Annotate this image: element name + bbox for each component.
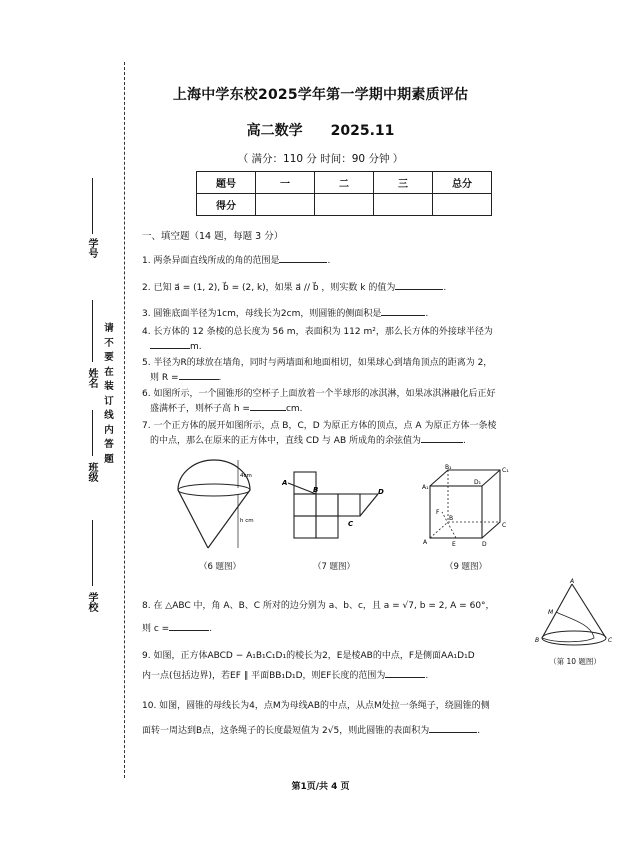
dim-label-height: h cm	[240, 518, 254, 524]
question-9: 9. 如图，正方体ABCD − A₁B₁C₁D₁的棱长为2，E是棱AB的中点，F是侧面AA₁D₁D 内一点(包括边界)，若EF ∥ 平面BB₁D₁D，则EF长度的范围为 .	[142, 651, 475, 681]
score-cell: 三	[374, 172, 433, 194]
vertex-label: A	[570, 578, 575, 585]
question-1: 1. 两条异面直线所成的角的范围是 .	[142, 253, 552, 268]
binding-notice: 请 不 要 在 装 订 线 内 答 题	[104, 323, 114, 465]
score-cell: 得分	[197, 194, 256, 216]
vertex-label: E	[452, 541, 456, 548]
vertex-label: B	[535, 637, 540, 644]
vertex-label: A₁	[422, 484, 429, 491]
score-input-cell[interactable]	[256, 194, 315, 216]
answer-blank[interactable]	[421, 433, 463, 443]
score-cell: 二	[315, 172, 374, 194]
score-cell: 一	[256, 172, 315, 194]
school-blank[interactable]	[92, 520, 93, 586]
net-square	[338, 494, 360, 516]
dim-label-radius: 4cm	[240, 473, 252, 479]
vertex-label: A	[423, 539, 428, 546]
figure-6-cone-icecream	[170, 458, 260, 556]
segment-AB	[288, 483, 319, 494]
question-7: 7. 一个正方体的展开如图所示，点 B，C，D 为原正方体的顶点，点 A 为原正方体一条棱 的中点，那么在原来的正方体中，直线 CD 与 AB 所成角的余弦值为 .	[142, 421, 497, 446]
answer-blank[interactable]	[429, 723, 477, 733]
exam-date: 2025.11	[330, 123, 395, 139]
score-table	[196, 171, 492, 216]
score-input-cell[interactable]	[315, 194, 374, 216]
vertex-label: B₁	[445, 464, 452, 471]
answer-blank[interactable]	[385, 668, 425, 678]
cone-generatrix-AC	[572, 584, 606, 638]
score-input-cell[interactable]	[374, 194, 433, 216]
cube-edge	[482, 470, 500, 486]
figure-10-caption: （第 10 题图）	[549, 657, 601, 666]
vertex-label: D₁	[474, 479, 482, 486]
cube-top-right-edges	[430, 470, 500, 538]
vertex-label: B	[449, 515, 454, 522]
answer-blank[interactable]	[279, 253, 327, 263]
score-cell: 总分	[433, 172, 492, 194]
student-id-label: 学号	[86, 238, 97, 258]
answer-blank[interactable]	[150, 339, 190, 349]
vertex-label: M	[548, 609, 554, 616]
vertex-label: C	[608, 637, 613, 644]
question-8: 8. 在 △ABC 中，角 A、B、C 所对的边分别为 a、b、c，且 a = √7, b = 2, A = 60°， 则 c = .	[142, 601, 495, 634]
section-heading: 一、填空题（14 题，每题 3 分）	[142, 231, 284, 242]
figure-9-cube	[418, 462, 514, 552]
point-D-label: D	[378, 488, 384, 496]
net-square	[294, 494, 316, 516]
vertex-label: F	[436, 509, 440, 516]
vertex-label: C₁	[502, 467, 509, 474]
cube-hidden-edge	[430, 522, 448, 538]
point-A-label: A	[282, 479, 288, 487]
answer-blank[interactable]	[179, 370, 219, 380]
question-2: 2. 已知 a⃗ = (1, 2), b⃗ = (2, k)，如果 a⃗ // b⃗ ，则实数 k 的值为 .	[142, 280, 552, 295]
figure-10-cone	[534, 578, 616, 654]
subject-name: 高二数学	[246, 123, 303, 139]
score-input-cell[interactable]	[433, 194, 492, 216]
question-6: 6. 如图所示，一个圆锥形的空杯子上面放着一个半球形的冰淇淋，如果冰淇淋融化后正好 盛满杯子，则杯子高 h = cm.	[142, 389, 496, 414]
page-footer: 第1页/共 4 页	[291, 782, 350, 792]
point-B-label: B	[313, 486, 319, 494]
score-table-header-row	[197, 172, 492, 194]
rope-path	[542, 612, 594, 642]
student-id-blank[interactable]	[92, 178, 93, 234]
figure-6-caption: （6 题图）	[198, 562, 242, 572]
vertex-label: D	[482, 541, 487, 548]
net-square	[316, 494, 338, 516]
net-square	[316, 516, 338, 538]
exam-title: 上海中学东校2025学年第一学期中期素质评估	[172, 87, 469, 103]
answer-blank[interactable]	[250, 401, 286, 411]
school-label: 学校	[86, 592, 97, 612]
cone-side-left	[178, 490, 208, 548]
binding-dashed-line	[124, 62, 125, 778]
question-5: 5. 半径为R的球放在墙角，同时与两墙面和地面相切，如果球心到墙角顶点的距离为 2， 则 R = .	[142, 358, 493, 383]
figure-7-cube-net	[282, 470, 386, 546]
answer-blank[interactable]	[381, 306, 425, 316]
answer-blank[interactable]	[395, 280, 443, 290]
figure-9-caption: （9 题图）	[444, 562, 488, 572]
score-cell: 题号	[197, 172, 256, 194]
name-label: 姓名	[86, 368, 97, 388]
score-table-score-row	[197, 194, 492, 216]
figure-7-caption: （7 题图）	[312, 562, 356, 572]
exam-meta: （ 满分：110 分 时间：90 分钟 ）	[237, 153, 404, 165]
class-label: 班级	[86, 462, 97, 482]
net-square	[294, 516, 316, 538]
vertex-label: C	[502, 522, 507, 529]
answer-blank[interactable]	[169, 621, 209, 631]
question-10: 10. 如图，圆锥的母线长为4，点M为母线AB的中点，从点M处拉一条绳子，绕圆锥的侧 面转一周达到B点，这条绳子的长度最短值为 2√5，则此圆锥的表面积为 .	[142, 701, 490, 736]
question-4: 4. 长方体的 12 条棱的总长度为 56 m，表面积为 112 m²，那么长方体的外接球半径为 m.	[142, 327, 493, 352]
point-C-label: C	[348, 520, 354, 528]
exam-subtitle	[0, 120, 641, 140]
cone-rim	[178, 484, 250, 496]
cone-base	[542, 631, 606, 645]
cone-generatrix-AB	[542, 584, 572, 638]
question-3: 3. 圆锥底面半径为1cm，母线长为2cm，则圆锥的侧面积是 .	[142, 306, 552, 321]
class-blank[interactable]	[92, 410, 93, 456]
name-blank[interactable]	[92, 300, 93, 362]
segment-CD	[360, 494, 378, 516]
